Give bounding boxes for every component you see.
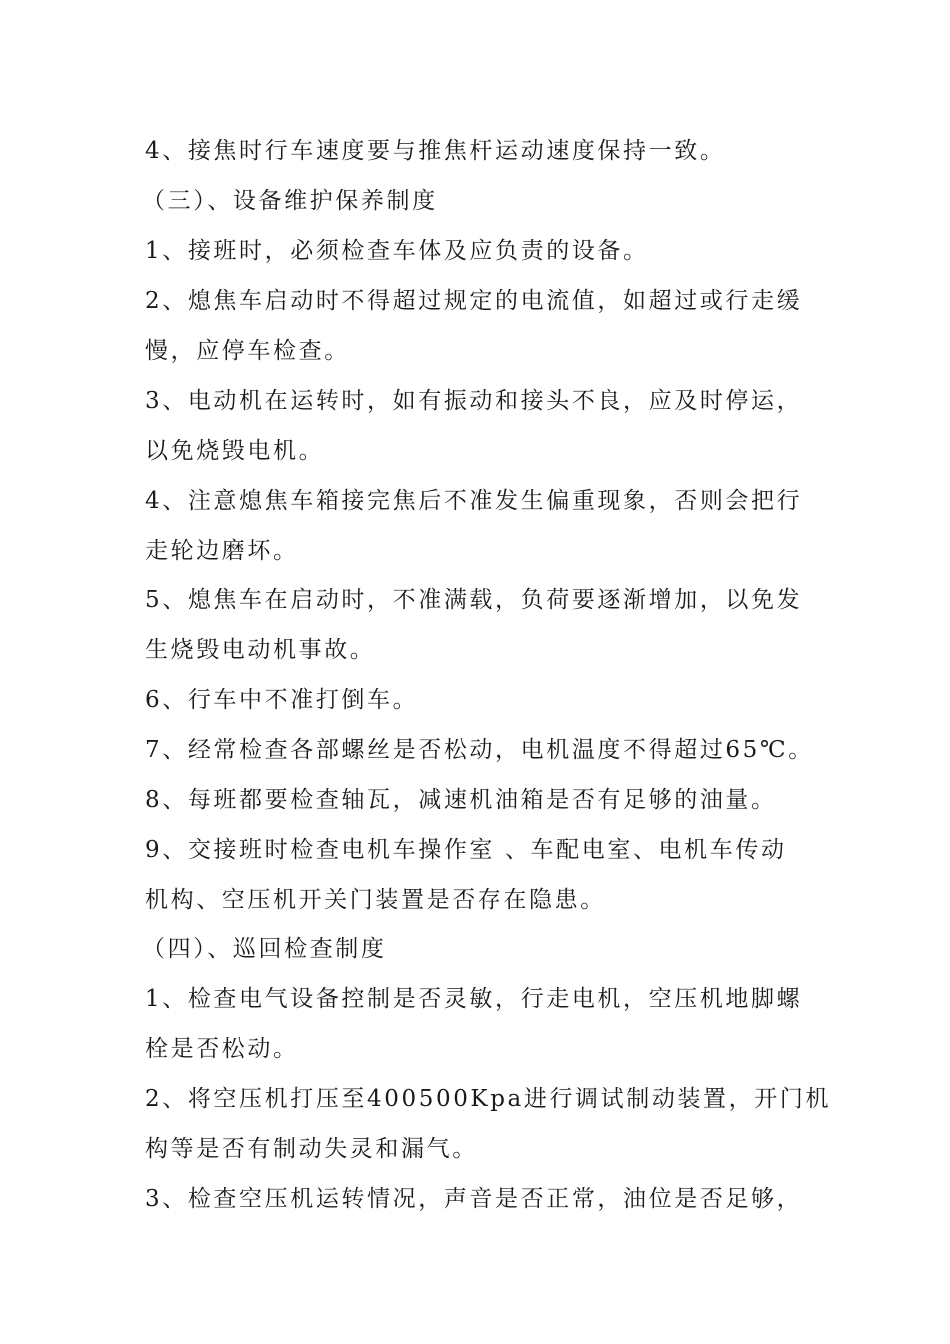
text-line: 6、行车中不准打倒车。 bbox=[145, 687, 419, 713]
text-line: 8、每班都要检查轴瓦，减速机油箱是否有足够的油量。 bbox=[145, 787, 777, 813]
text-line: 1、接班时，必须检查车体及应负责的设备。 bbox=[145, 238, 649, 264]
text-line: 2、将空压机打压至400500Kpa进行调试制动装置，开门机 bbox=[145, 1086, 832, 1112]
text-line: 4、接焦时行车速度要与推焦杆运动速度保持一致。 bbox=[145, 138, 726, 164]
text-line: 以免烧毁电机。 bbox=[145, 438, 325, 464]
text-line: 栓是否松动。 bbox=[145, 1036, 299, 1062]
text-line: 1、检查电气设备控制是否灵敏，行走电机，空压机地脚螺 bbox=[145, 986, 803, 1012]
text-line: 生烧毁电动机事故。 bbox=[145, 637, 376, 663]
text-line: 3、检查空压机运转情况，声音是否正常，油位是否足够， bbox=[145, 1186, 803, 1212]
text-line: 机构、空压机开关门装置是否存在隐患。 bbox=[145, 887, 606, 913]
section-heading: （三）、设备维护保养制度 bbox=[142, 188, 438, 214]
text-line: 7、经常检查各部螺丝是否松动，电机温度不得超过65℃。 bbox=[145, 737, 814, 763]
text-line: 慢，应停车检查。 bbox=[145, 338, 350, 364]
text-line: 走轮边磨坏。 bbox=[145, 538, 299, 564]
text-line: 构等是否有制动失灵和漏气。 bbox=[145, 1136, 478, 1162]
text-line: 9、交接班时检查电机车操作室 、车配电室、电机车传动 bbox=[145, 837, 787, 863]
text-line: 4、注意熄焦车箱接完焦后不准发生偏重现象，否则会把行 bbox=[145, 488, 803, 514]
text-line: 3、电动机在运转时，如有振动和接头不良，应及时停运， bbox=[145, 388, 803, 414]
section-heading: （四）、巡回检查制度 bbox=[142, 936, 387, 962]
text-line: 5、熄焦车在启动时，不准满载，负荷要逐渐增加，以免发 bbox=[145, 587, 803, 613]
text-line: 2、熄焦车启动时不得超过规定的电流值，如超过或行走缓 bbox=[145, 288, 803, 314]
